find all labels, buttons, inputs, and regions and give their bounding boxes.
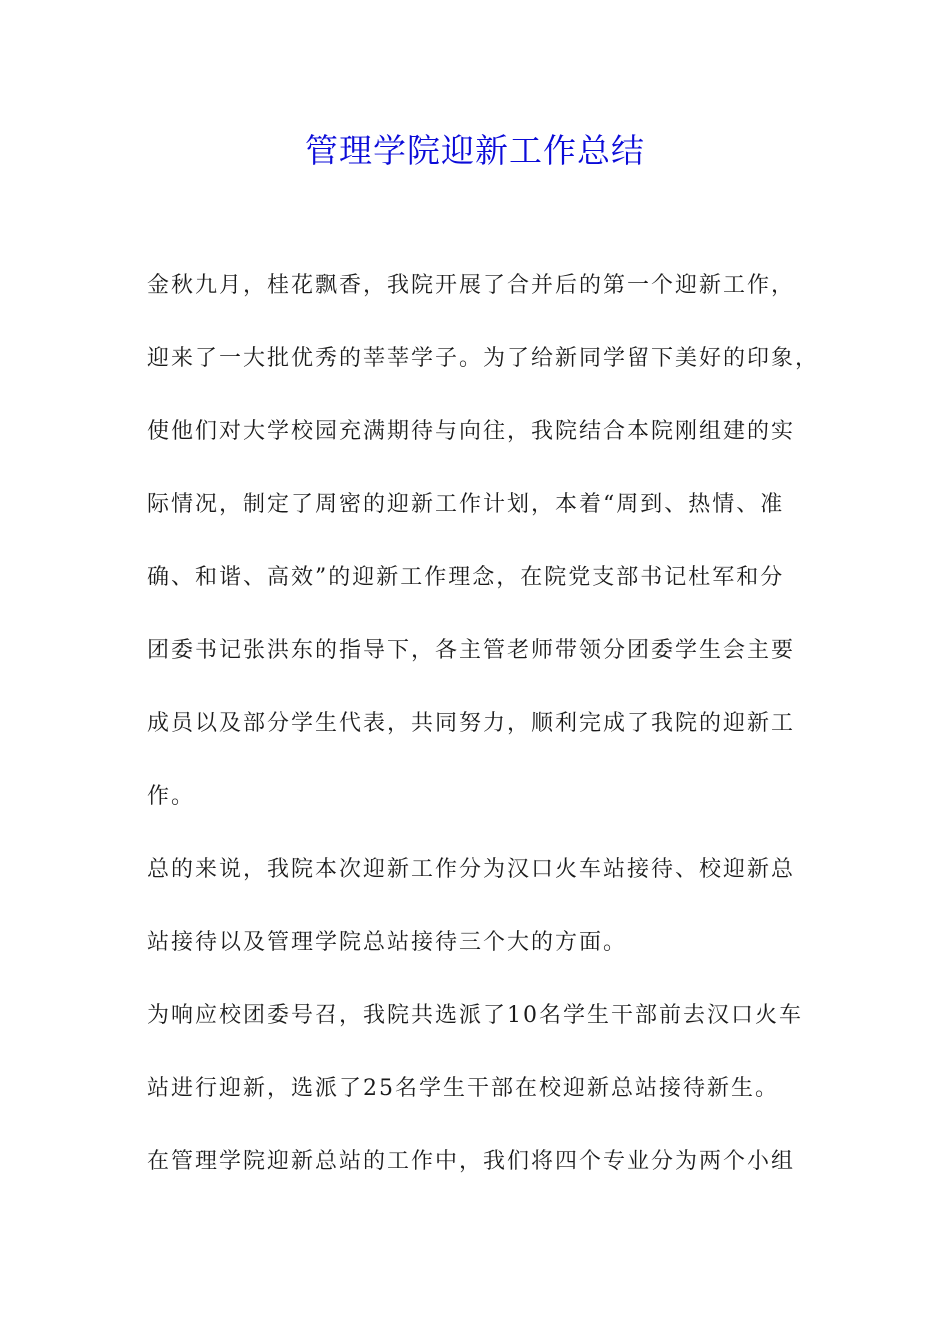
body-line: 站进行迎新，选派了25名学生干部在校迎新总站接待新生。	[147, 1076, 779, 1101]
body-line: 总的来说，我院本次迎新工作分为汉口火车站接待、校迎新总	[147, 857, 796, 882]
body-line: 团委书记张洪东的指导下，各主管老师带领分团委学生会主要	[147, 638, 796, 663]
body-line: 作。	[147, 784, 196, 809]
body-line: 为响应校团委号召，我院共选派了10名学生干部前去汉口火车	[147, 1003, 803, 1028]
body-line: 在管理学院迎新总站的工作中，我们将四个专业分为两个小组	[147, 1149, 796, 1174]
document-title: 管理学院迎新工作总结	[305, 131, 645, 170]
body-line: 际情况，制定了周密的迎新工作计划，本着“周到、热情、准	[147, 492, 785, 517]
body-line: 使他们对大学校园充满期待与向往，我院结合本院刚组建的实	[147, 419, 796, 444]
document-body	[147, 268, 827, 1217]
body-line: 迎来了一大批优秀的莘莘学子。为了给新同学留下美好的印象，	[147, 346, 820, 371]
body-line: 金秋九月，桂花飘香，我院开展了合并后的第一个迎新工作，	[147, 273, 796, 298]
body-line: 确、和谐、高效”的迎新工作理念，在院党支部书记杜军和分	[147, 565, 785, 590]
body-line: 站接待以及管理学院总站接待三个大的方面。	[147, 930, 628, 955]
body-line: 成员以及部分学生代表，共同努力，顺利完成了我院的迎新工	[147, 711, 796, 736]
